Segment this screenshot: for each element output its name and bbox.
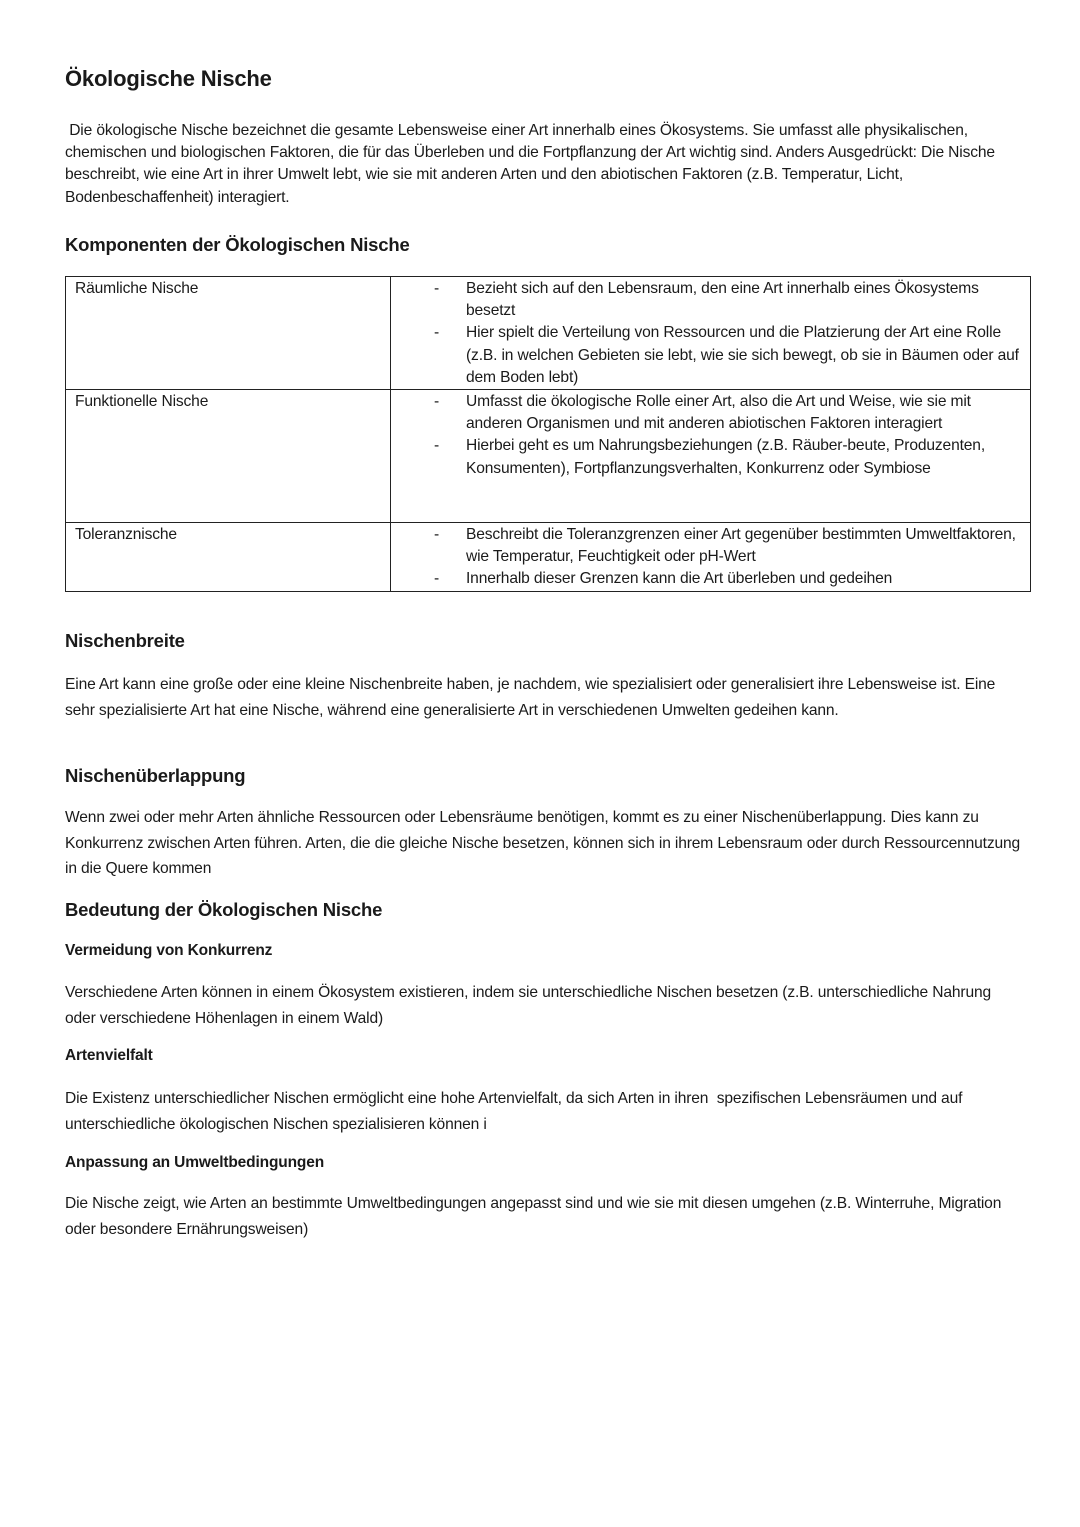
intro-paragraph: Die ökologische Nische bezeichnet die gesamte Lebensweise einer Art innerhalb eines Ökosystems. Sie umfasst alle physikalischen, chemischen und biologischen Faktoren, die für das Überleben und die Fortpflanzung der Art wichtig sind. Anders Ausgedrückt: Die Nische beschreibt, wie eine Art in ihrer Umwelt lebt, wie sie mit anderen Arten und den abiotischen Faktoren (z.B. Temperatur, Licht, Bodenbeschaffenheit) interagiert. [65,122,1000,206]
list-item [391,435,1020,479]
table-row [66,523,1031,592]
table-cell-term: Räumliche Nische [66,277,391,390]
subsection-paragraph-biodiversity: Die Existenz unterschiedlicher Nischen ermöglicht eine hohe Artenvielfalt, da sich Arten in ihren spezifischen Lebensräumen und auf unterschiedliche ökologischen Nischen spezialisieren können i [65,1090,967,1133]
subsection-heading-biodiversity: Artenvielfalt [65,1047,153,1064]
dash-bullet-icon: - [434,526,440,544]
table-cell-description [391,277,1031,390]
list-item [391,524,1020,568]
dash-bullet-icon: - [434,393,440,411]
subsection-heading-adaptation: Anpassung an Umweltbedingungen [65,1154,325,1171]
list-item-text: Beschreibt die Toleranzgrenzen einer Art gegenüber bestimmten Umweltfaktoren, wie Temperatur, Feuchtigkeit oder pH-Wert [466,526,1016,566]
dash-bullet-icon: - [434,570,440,588]
subsection-heading-competition: Vermeidung von Konkurrenz [65,942,273,959]
subsection-paragraph-competition: Verschiedene Arten können in einem Ökosystem existieren, indem sie unterschiedliche Nischen besetzen (z.B. unterschiedliche Nahrung oder verschiedene Höhenlagen in einem Wald) [65,984,992,1027]
list-item [391,568,1020,590]
table-row [66,277,1031,390]
table-cell-term: Toleranznische [66,523,391,592]
components-table [65,276,1031,592]
niche-breadth-heading: Nischenbreite [65,630,185,651]
components-heading: Komponenten der Ökologischen Nische [65,234,410,255]
niche-overlap-paragraph: Wenn zwei oder mehr Arten ähnliche Ressourcen oder Lebensräume benötigen, kommt es zu einer Nischenüberlappung. Dies kann zu Konkurrenz zwischen Arten führen. Arten, die die gleiche Nische besetzen, können sich in ihrem Lebensraum oder durch Ressourcennutzung in die Quere kommen [65,809,1021,877]
table-cell-description [391,390,1031,523]
list-item-text: Innerhalb dieser Grenzen kann die Art überleben und gedeihen [466,570,893,588]
table-cell-term: Funktionelle Nische [66,390,391,523]
list-item-text: Hierbei geht es um Nahrungsbeziehungen (z.B. Räuber-beute, Produzenten, Konsumenten), Fortpflanzungsverhalten, Konkurrenz oder Symbiose [466,437,985,477]
page-title: Ökologische Nische [65,66,272,91]
list-item [391,391,1020,435]
importance-heading: Bedeutung der Ökologischen Nische [65,899,383,920]
table-row [66,390,1031,523]
list-item [391,278,1020,322]
subsection-paragraph-adaptation: Die Nische zeigt, wie Arten an bestimmte Umweltbedingungen angepasst sind und wie sie mit diesen umgehen (z.B. Winterruhe, Migration oder besondere Ernährungsweisen) [65,1195,1002,1238]
list-item-text: Umfasst die ökologische Rolle einer Art, also die Art und Weise, wie sie mit anderen Organismen und mit anderen abiotischen Faktoren interagiert [466,393,971,433]
list-item [391,322,1020,389]
bullet-list [391,278,1020,389]
bullet-list [391,524,1020,591]
niche-overlap-heading: Nischenüberlappung [65,765,246,786]
niche-breadth-paragraph: Eine Art kann eine große oder eine kleine Nischenbreite haben, je nachdem, wie spezialisiert oder generalisiert ihre Lebensweise ist. Eine sehr spezialisierte Art hat eine Nische, während eine generalisierte Art in verschiedenen Umwelten gedeihen kann. [65,676,996,719]
dash-bullet-icon: - [434,437,440,455]
dash-bullet-icon: - [434,324,440,342]
dash-bullet-icon: - [434,280,440,297]
bullet-list [391,391,1020,480]
list-item-text: Hier spielt die Verteilung von Ressourcen und die Platzierung der Art eine Rolle (z.B. in welchen Gebieten sie lebt, wie sie sich bewegt, ob sie in Bäumen oder auf dem Boden lebt) [466,324,1019,386]
list-item-text: Bezieht sich auf den Lebensraum, den eine Art innerhalb eines Ökosystems besetzt [466,280,979,320]
table-cell-description [391,523,1031,592]
